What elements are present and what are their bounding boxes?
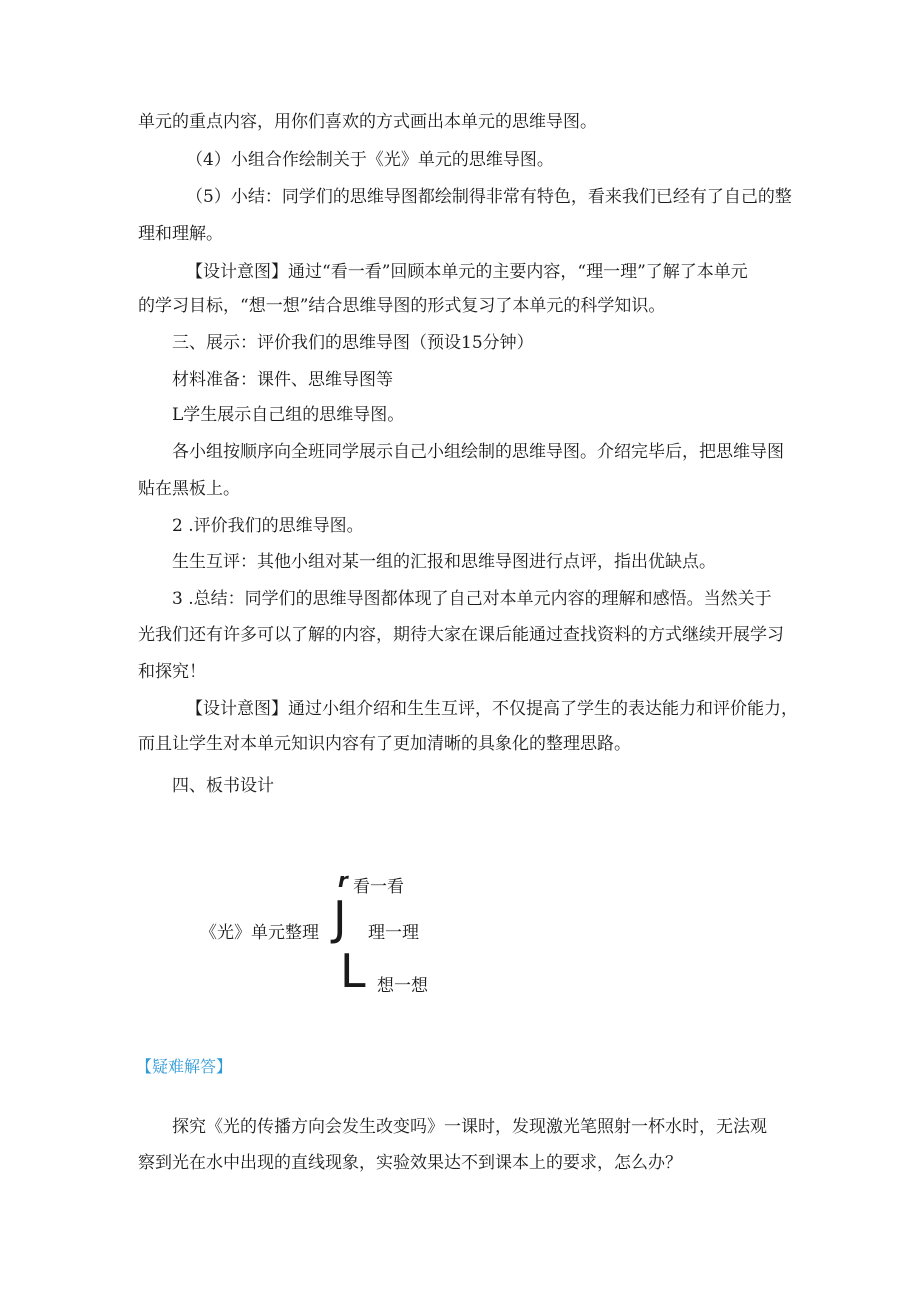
paragraph-line: 光我们还有许多可以了解的内容，期待大家在课后能通过查找资料的方式继续开展学习 xyxy=(138,625,784,645)
brace-top: r xyxy=(338,868,348,892)
qa-heading: 【疑难解答】 xyxy=(136,1057,233,1076)
section-heading: 四、板书设计 xyxy=(172,776,274,796)
paragraph-line: 察到光在水中出现的直线现象，实验效果达不到课本上的要求，怎么办？ xyxy=(138,1153,682,1173)
paragraph-line: 探究《光的传播方向会发生改变吗》一课时，发现激光笔照射一杯水时，无法观 xyxy=(172,1117,767,1137)
paragraph-line: 单元的重点内容，用你们喜欢的方式画出本单元的思维导图。 xyxy=(138,112,597,132)
paragraph-line: 3 .总结：同学们的思维导图都体现了自己对本单元内容的理解和感悟。当然关于 xyxy=(172,589,772,609)
paragraph-line: 各小组按顺序向全班同学展示自己小组绘制的思维导图。介绍完毕后，把思维导图 xyxy=(172,442,784,462)
paragraph-line: （5）小结：同学们的思维导图都绘制得非常有特色，看来我们已经有了自己的整 xyxy=(186,187,792,207)
board-root: 《光》单元整理 xyxy=(200,923,319,943)
design-intent-line: 而且让学生对本单元知识内容有了更加清晰的具象化的整理思路。 xyxy=(138,734,631,754)
brace-middle: J xyxy=(333,891,347,945)
board-item: 理一理 xyxy=(368,923,419,943)
paragraph-line: （4）小组合作绘制关于《光》单元的思维导图。 xyxy=(186,150,554,170)
design-intent-line: 的学习目标，“想一想”结合思维导图的形式复习了本单元的科学知识。 xyxy=(138,296,666,316)
board-item: 看一看 xyxy=(353,877,404,897)
paragraph-line: 生生互评：其他小组对某一组的汇报和思维导图进行点评，指出优缺点。 xyxy=(172,552,716,572)
board-item: 想一想 xyxy=(377,976,428,996)
paragraph-line: 理和理解。 xyxy=(138,224,223,244)
paragraph-line: L学生展示自己组的思维导图。 xyxy=(172,405,405,425)
brace-bottom: L xyxy=(340,944,366,998)
design-intent-line: 【设计意图】通过小组介绍和生生互评，不仅提高了学生的表达能力和评价能力， xyxy=(186,699,798,719)
paragraph-line: 和探究！ xyxy=(138,662,206,682)
paragraph-line: 贴在黑板上。 xyxy=(138,479,240,499)
design-intent-line: 【设计意图】通过“看一看”回顾本单元的主要内容，“理一理”了解了本单元 xyxy=(186,262,748,282)
paragraph-line: 2 .评价我们的思维导图。 xyxy=(172,516,364,536)
materials-line: 材料准备：课件、思维导图等 xyxy=(172,370,393,390)
section-heading: 三、展示：评价我们的思维导图（预设15分钟） xyxy=(172,333,534,353)
